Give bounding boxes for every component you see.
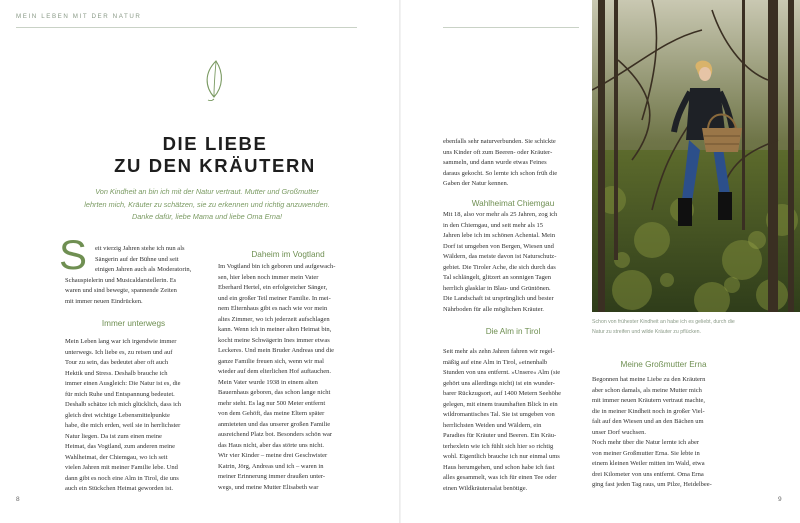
text-line: das Haus nicht, aber das störte uns nicht.: [218, 441, 324, 449]
text-line: habe, die mich erden, weil sie in herrlichster: [65, 422, 181, 429]
text-line: nem Elternhaus gibt es nach wie vor mein: [218, 305, 328, 312]
text-line: mehr steht. Es lag nur 500 Meter entfernt: [218, 399, 326, 407]
text-line: Die Landschaft ist ursprünglich und bester: [443, 295, 554, 302]
text-line: unterwegs. Ich liebe es, zu reisen und auf: [65, 348, 173, 356]
text-line: Schauspielerin und Musicaldarstellerin. Es: [65, 276, 177, 284]
text-line: Heimat, das Vogtland, zum anderen meine: [65, 443, 176, 450]
text-line: herrlich glasklar in Blau- und Grüntönen.: [443, 284, 551, 292]
text-line: ganze Familie freuen sich, wenn wir mal: [218, 357, 324, 365]
text-line: drei Kilometer von uns entfernt. Oma Erna: [592, 470, 704, 478]
paragraph-immer-unterwegs: [65, 337, 202, 495]
text-line: von dem Gehöft, das meine Eltern später: [218, 410, 325, 417]
intro-line: Von Kindheit an bin ich mit der Natur vertraut. Mutter und Großmutter: [95, 187, 319, 196]
page-number-right: 9: [778, 496, 782, 503]
text-line: falt auf den Wiesen und an den Bächen um: [592, 418, 704, 425]
text-line: ausreichend Platz bot. Besonders schön war: [218, 431, 333, 438]
text-line: barer Rückzugsort, auf 1400 Metern Seehöhe: [443, 390, 562, 397]
text-line: mäßig auf eine Alm in Tirol, »einenhalb: [443, 358, 548, 366]
text-line: Haus herumgehen, und schon habe ich fast: [443, 463, 555, 471]
column-2: [218, 262, 358, 493]
text-line: gehört uns allerdings nicht) ist ein wunder-: [443, 379, 555, 387]
caption-line: Natur zu streifen und wilde Kräuter zu pflücken.: [592, 328, 701, 335]
text-line: sen, hier leben noch immer mein Vater: [218, 273, 319, 281]
text-line: Natur liegen. Da ist zum einen meine: [65, 432, 162, 440]
header-rule-left: [16, 27, 357, 28]
text-line: Im Vogtland bin ich geboren und aufgewach-: [218, 263, 336, 270]
text-line: auch ein Stückchen Heimat geworden ist.: [65, 485, 173, 492]
text-line: Eberhard Hertel, ein erfolgreicher Sänger,: [218, 284, 328, 291]
header-rule-right: [443, 27, 579, 28]
text-line: Jahren lebe ich im schönen Achental. Mein: [443, 232, 556, 239]
text-line: Dorf ist umgeben von Bergen, Wiesen und: [443, 242, 554, 250]
text-line: terhexlein wie ich fühlt sich hier so richtig: [443, 442, 554, 450]
text-line: daraus gekocht. So lernte ich schon früh die: [443, 169, 558, 177]
paragraph-alm-in-tirol: [443, 347, 583, 494]
text-line: Katrin, Jörg, Andreas und ich – waren in: [218, 462, 324, 470]
text-line: Seit mehr als zehn Jahren fahren wir regel-: [443, 348, 555, 355]
text-line: immer einen Ausgleich: Die Natur ist es, die: [65, 380, 181, 387]
text-line: Leckeres. Und mein Bruder Andreas und die: [218, 347, 335, 354]
text-line: alles gesammelt, was ich für einen Tee oder: [443, 474, 557, 481]
text-line: mit immer neuen Eindrücken.: [65, 297, 143, 305]
chapter-title: [60, 133, 370, 177]
text-line: ging fast jeden Tag raus, um Pilze, Heidelbee-: [592, 481, 712, 488]
text-line: gebiet. Die Tiroler Ache, die sich durch das: [443, 263, 556, 271]
forest-photo: [592, 0, 800, 312]
subheading-daheim-im-vogtland: Daheim im Vogtland: [251, 250, 325, 259]
text-line: aber schon damals, als meine Mutter mich: [592, 386, 702, 394]
text-line: einem kleinen Weiler mitten im Wald, etwa: [592, 460, 705, 467]
subheading-grossmutter-erna: Meine Großmutter Erna: [620, 360, 707, 369]
column-4: [592, 375, 735, 491]
text-line: und ein großer Teil meiner Familie. In mei-: [218, 294, 331, 302]
paragraph-opening: [65, 244, 202, 307]
text-line: kann. Wenn ich in meiner alten Heimat bin,: [218, 326, 332, 333]
text-line: Tal schlängelt, glitzert an sonnigen Tagen: [443, 274, 551, 281]
text-line: Wäldern, das meiste davon ist Naturschutz-: [443, 253, 557, 260]
intro-line: lehrten mich, Kräuter zu schätzen, sie zu erkennen und richtig anzuwenden.: [84, 199, 330, 209]
paragraph-wahlheimat-chiemgau: [443, 210, 583, 315]
text-line: Nährboden für alle möglichen Kräuter.: [443, 305, 544, 313]
text-line: Stunden von uns entfernt. »Unsere« Alm (sie: [443, 369, 561, 376]
subheading-immer-unterwegs: Immer unterwegs: [101, 319, 166, 328]
text-line: wegs, und meine Mutter Elisabeth war: [218, 483, 319, 491]
text-line: wohl. Eigentlich brauche ich nur einmal ums: [443, 453, 560, 460]
text-line: Noch mehr über die Natur lernte ich aber: [592, 439, 700, 446]
text-line: Gaben der Natur kennen.: [443, 180, 509, 187]
text-line: Wir vier Kinder – meine drei Geschwister: [218, 452, 328, 459]
text-line: gelegen, mit einem traumhaften Blick in ein: [443, 400, 558, 408]
text-line: von meiner Großmutter Erna. Sie lebte in: [592, 449, 700, 457]
intro-text: [57, 186, 357, 224]
text-line: Sängerin auf der Bühne und seit: [95, 255, 179, 263]
text-line: Wahlheimat, der Chiemgau, wo ich seit: [65, 453, 168, 461]
text-line: herrlichsten Weiden und Wäldern, ein: [443, 421, 542, 429]
photo-caption: [592, 318, 797, 337]
text-line: in den Chiemgau, und seit mehr als 15: [443, 221, 544, 229]
subheading-alm-in-tirol: Die Alm in Tirol: [485, 327, 541, 336]
text-line: Mein Leben lang war ich irgendwie immer: [65, 338, 177, 345]
text-line: Mein Vater wurde 1938 in einem alten: [218, 378, 318, 386]
text-line: waren und sind bewegte, spannende Zeiten: [65, 287, 177, 294]
leaf-icon: [199, 57, 229, 101]
text-line: einen Wildkräutersalat benötige.: [443, 484, 528, 492]
text-line: altes Zimmer, wo ich jederzeit aufschlagen: [218, 315, 330, 323]
text-line: wieder auf dem elterlichen Hof auftauchen.: [218, 368, 331, 375]
text-line: anmieteten und das unserer großen Familie: [218, 420, 331, 428]
text-line: Mit 18, also vor mehr als 25 Jahren, zog ich: [443, 211, 558, 218]
text-line: unser Dorf wuchsen.: [592, 428, 646, 436]
text-line: uns Kinder oft zum Beeren- oder Kräuter-: [443, 148, 553, 156]
text-line: eit vierzig Jahren stehe ich nun als: [95, 245, 185, 252]
text-line: meiner Erinnerung immer draußen unter-: [218, 473, 326, 480]
text-line: vielen Jahren mit meiner Familie lebe. Und: [65, 464, 178, 471]
text-line: für mich Ruhe und Entspannung bedeutet.: [65, 390, 175, 398]
subheading-wahlheimat-chiemgau: Wahlheimat Chiemgau: [471, 199, 555, 208]
text-line: kocht meine Schwägerin Ines immer etwas: [218, 336, 330, 344]
text-line: einigen Jahren auch als Moderatorin,: [95, 266, 192, 273]
text-line: mit immer neuen Kräutern vertraut machte,: [592, 397, 705, 404]
chapter-title-line: DIE LIEBE: [162, 133, 268, 154]
text-line: sammeln, und dann wurde etwas Feines: [443, 159, 547, 166]
text-line: Bauernhaus geboren, das schon lange nicht: [218, 389, 331, 396]
text-line: Tour zu sein, das bedeutet aber oft auch: [65, 359, 169, 366]
text-line: gleich drei wichtige Lebensmittelpunkte: [65, 411, 170, 419]
text-line: Begonnen hat meine Liebe zu den Kräutern: [592, 376, 706, 383]
running-head: MEIN LEBEN MIT DER NATUR: [16, 13, 142, 20]
text-line: die in meiner Kindheit noch in großer Viel-: [592, 407, 705, 415]
text-line: dann gibt es noch eine Alm in Tirol, die uns: [65, 474, 179, 482]
paragraph-continued: [443, 137, 583, 190]
page-gutter: [399, 0, 401, 523]
chapter-title-line: ZU DEN KRÄUTERN: [114, 155, 316, 176]
intro-line: Danke dafür, liebe Mama und liebe Oma Erna!: [131, 212, 283, 222]
text-line: ebenfalls sehr naturverbunden. Sie schickte: [443, 138, 556, 145]
page-number-left: 8: [16, 496, 20, 503]
text-line: Hektik und Stress. Deshalb brauche ich: [65, 369, 168, 377]
text-line: Paradies für Kräuter und Beeren. Ein Kräu-: [443, 432, 557, 439]
column-1: [65, 244, 202, 492]
drop-cap: S: [59, 231, 88, 278]
text-line: Deshalb schätze ich mich glücklich, dass ich: [65, 401, 182, 408]
caption-line: Schon von frühester Kindheit an habe ich es geliebt, durch die: [592, 319, 735, 325]
text-line: wildromantisches Tal. Sie ist umgeben von: [443, 411, 555, 418]
